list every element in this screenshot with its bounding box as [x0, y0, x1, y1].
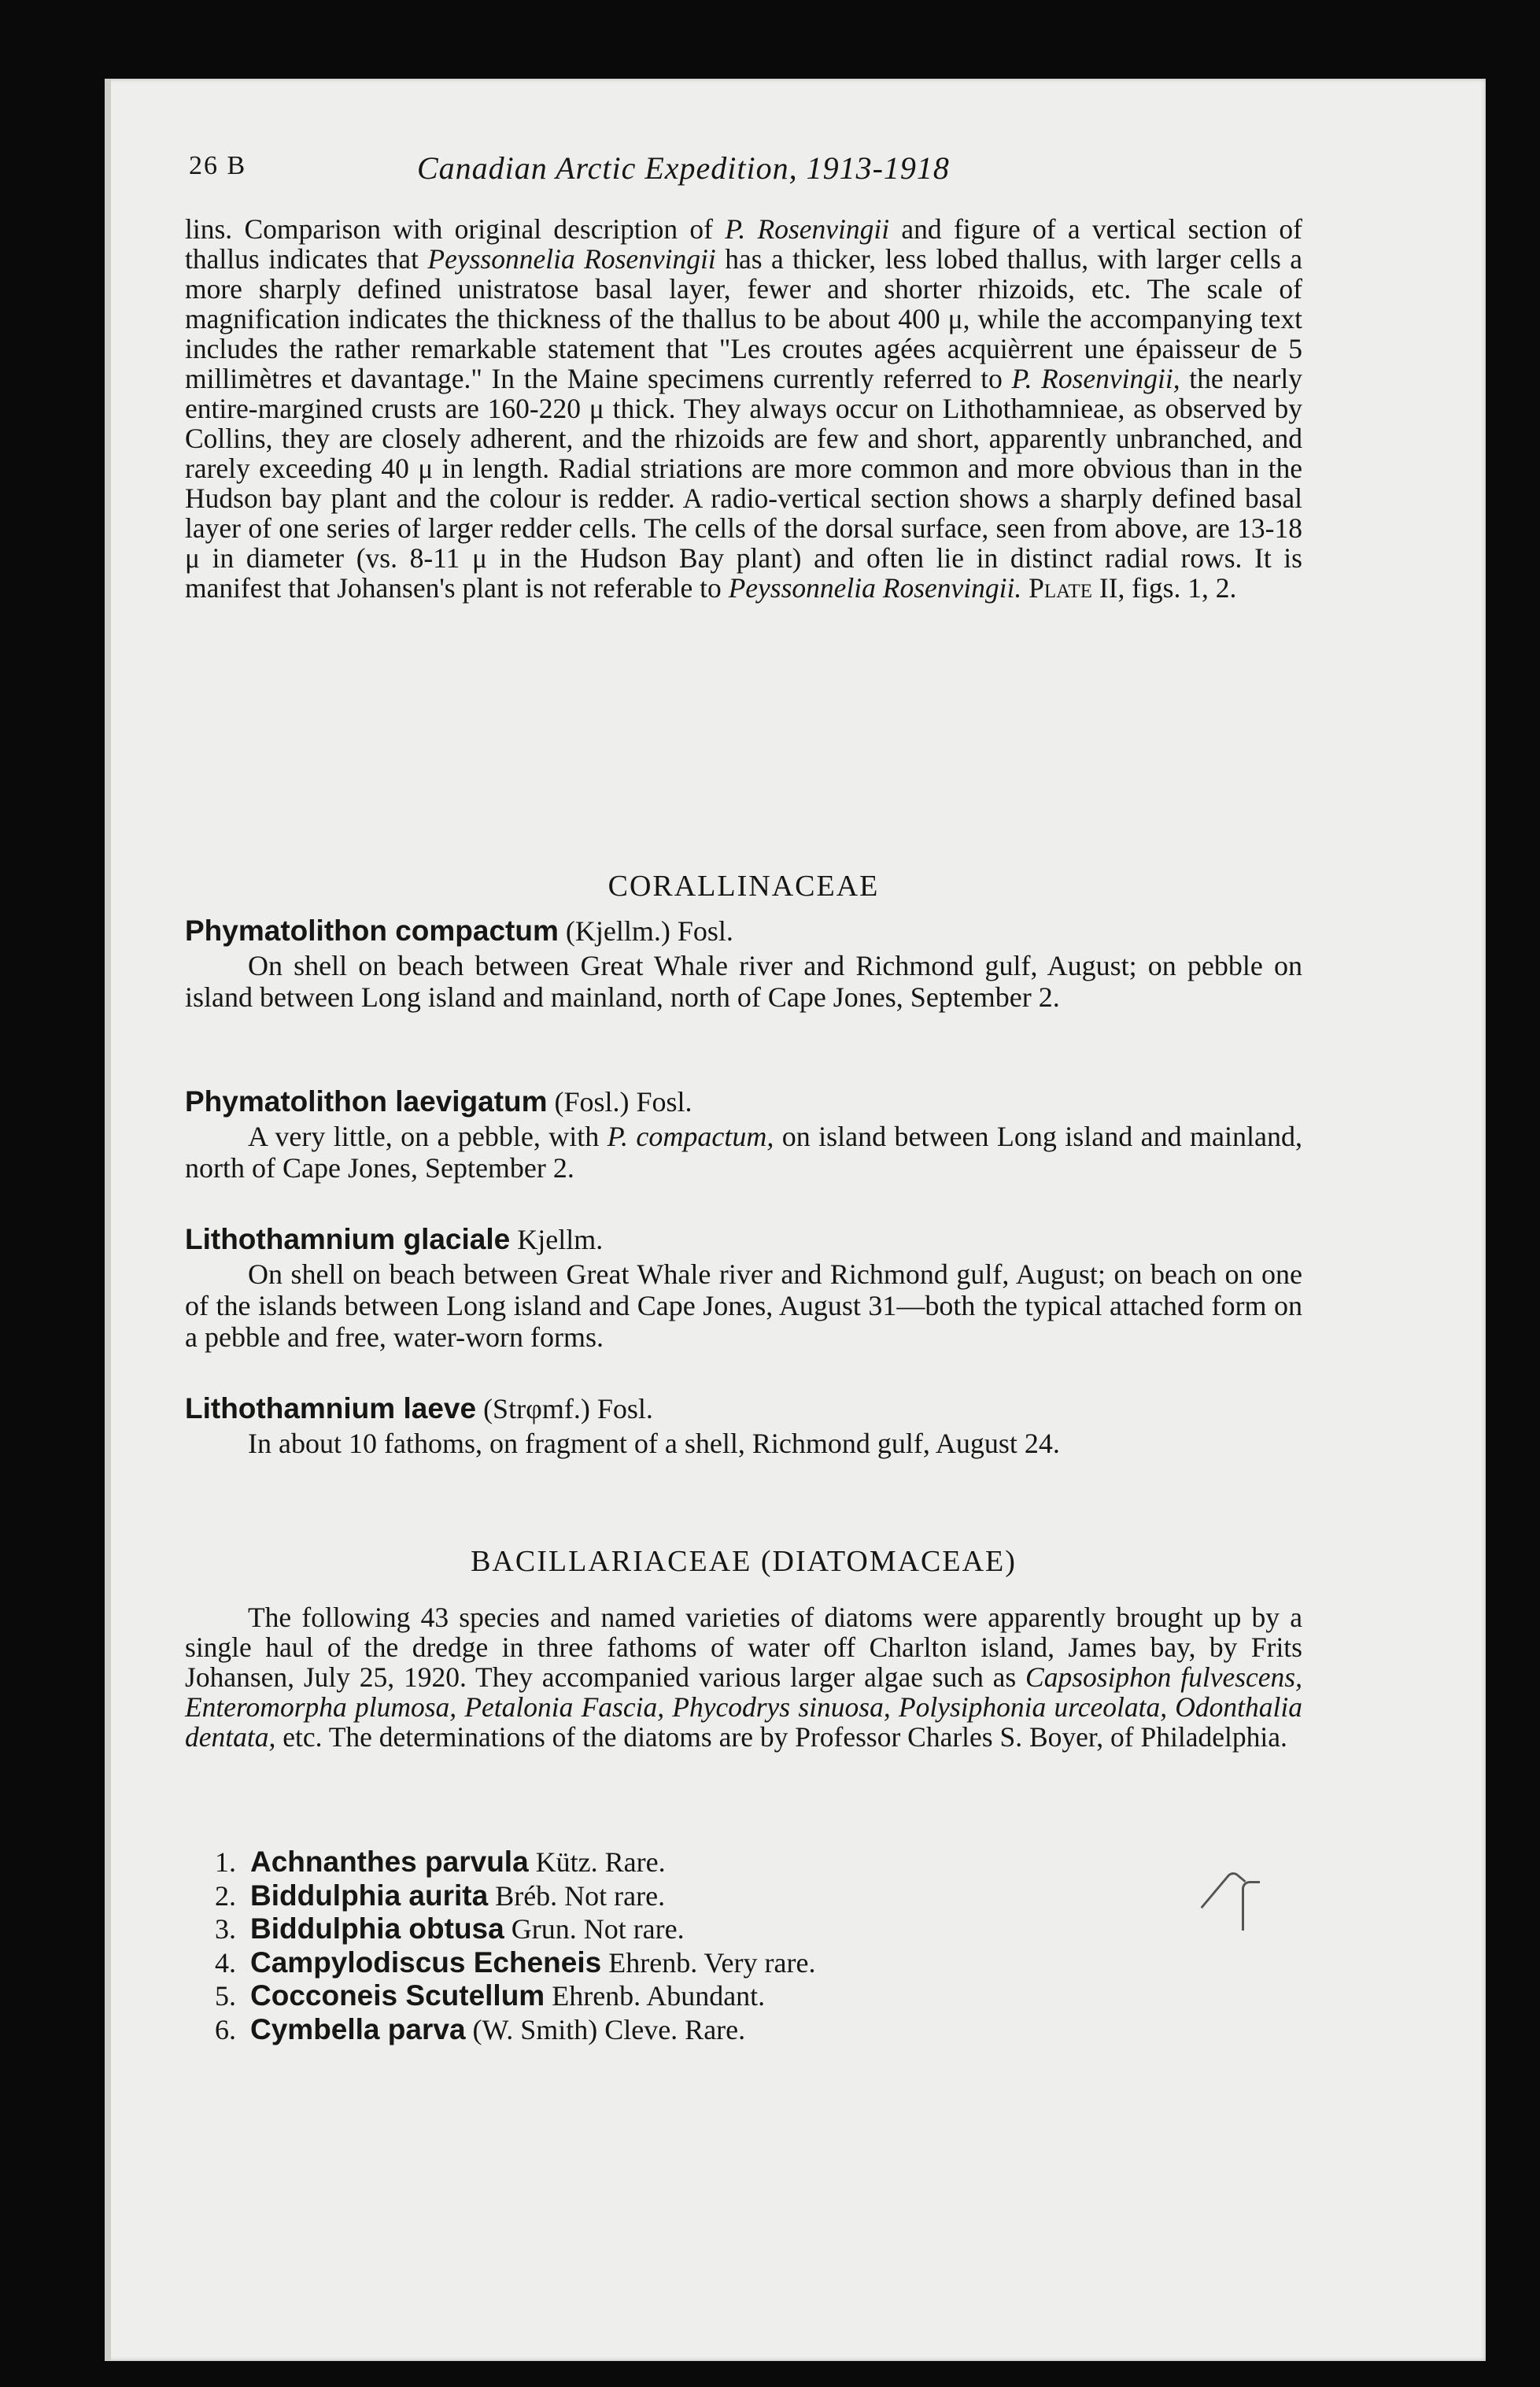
paragraph [185, 1602, 1302, 1752]
species-authority: (Kjellm.) Fosl. [558, 915, 733, 947]
scan-artifact-mark [1242, 1881, 1260, 1931]
species-authority: Kjellm. [510, 1224, 604, 1255]
italic-text-run: P. compactum, [607, 1121, 774, 1152]
text-run: on island between Long island and mainland, north of Cape Jones, September 2. [185, 1121, 1302, 1184]
item-number: 4. [215, 1946, 236, 1979]
text-run: etc. The determinations of the diatoms are by Professor Charles S. Boyer, of Philadelphia. [275, 1721, 1287, 1753]
species-title [185, 1086, 1302, 1118]
paragraph [185, 214, 1302, 603]
running-title: Canadian Arctic Expedition, 1913-1918 [417, 150, 950, 186]
species-entry [185, 1224, 1302, 1353]
list-item [195, 2013, 1061, 2047]
italic-text-run: P. Rosenvingii, [1011, 363, 1180, 394]
diatom-species-list [195, 1846, 1061, 2046]
diatom-intro-paragraph [185, 1602, 1302, 1752]
species-note: Ehrenb. Abundant. [545, 1980, 766, 2012]
species-entry [185, 1393, 1302, 1459]
species-note: Grun. Not rare. [504, 1913, 685, 1945]
item-number: 1. [215, 1846, 236, 1878]
species-entry [185, 915, 1302, 1013]
species-name: Lithothamnium laeve [185, 1392, 477, 1424]
intro-paragraph [185, 214, 1302, 603]
section-heading-bacillariaceae: BACILLARIACEAE (DIATOMACEAE) [471, 1545, 1017, 1578]
text-run: the nearly entire-margined crusts are 160-220 μ thick. They always occur on Lithothamnieae, as observed by Collins, they are closely adherent, and the rhizoids are few and short, apparently unbranched, and rarely exceeding 40 μ in length. Radial striations are more common and more obvious than in the Hudson bay plant and the colour is redder. A radio-vertical section shows a sharply defined basal layer of one series of larger redder cells. The cells of the dorsal surface, seen from above, are 13-18 μ in diameter (vs. 8-11 μ in the Hudson Bay plant) and often lie in distinct radial rows. It is manifest that Johansen's plant is not referable to [185, 363, 1302, 604]
italic-text-run: P. Rosenvingii [725, 213, 890, 245]
species-name: Biddulphia aurita [250, 1879, 489, 1912]
text-run [1021, 572, 1029, 604]
item-number: 2. [215, 1879, 236, 1912]
section-heading-corallinaceae: CORALLINACEAE [608, 870, 880, 903]
species-name: Cocconeis Scutellum [250, 1979, 545, 2012]
species-title [185, 1393, 1302, 1424]
text-run: has a thicker, less lobed thallus, with larger cells a more sharply defined unistratose basal layer, fewer and shorter rhizoids, etc. The scale of magnification indicates the thickness of the thallus to be about 400 μ, while the accompanying text includes the rather remarkable statement that "Les croutes agées acquièrrent une épaisseur de 5 millimètres et davantage." In the Maine specimens currently referred to [185, 243, 1302, 394]
text-run: lins. Comparison with original description of [185, 213, 726, 245]
list-item [195, 1846, 1061, 1879]
species-name: Phymatolithon compactum [185, 915, 559, 947]
species-name: Campylodiscus Echeneis [250, 1945, 602, 1979]
species-title [185, 1224, 1302, 1255]
italic-text-run: Capsosiphon fulvescens, Enteromorpha plumosa, Petalonia Fascia, Phycodrys sinuosa, Polysiphonia urceolata, Odonthalia dentata, [185, 1661, 1302, 1753]
text-run: and figure of a vertical section of thallus indicates that [185, 213, 1302, 275]
species-entry [185, 1086, 1302, 1184]
item-number: 6. [215, 2013, 236, 2045]
page-header [189, 151, 1208, 192]
item-number: 5. [215, 1980, 236, 2012]
list-item [195, 1946, 1061, 1980]
species-note: Ehrenb. Very rare. [601, 1946, 816, 1979]
species-description: In about 10 fathoms, on fragment of a shell, Richmond gulf, August 24. [248, 1428, 1060, 1459]
text-run: II, figs. 1, 2. [1091, 572, 1237, 604]
list-item [195, 1912, 1061, 1946]
species-description: On shell on beach between Great Whale river and Richmond gulf, August; on pebble on island between Long island and mainland, north of Cape Jones, September 2. [185, 950, 1302, 1013]
species-name: Lithothamnium glaciale [185, 1223, 511, 1255]
species-name: Achnanthes parvula [250, 1846, 529, 1878]
species-description: On shell on beach between Great Whale river and Richmond gulf, August; on beach on one of the islands between Long island and Cape Jones, August 31—both the typical attached form on a pebble and free, water-worn forms. [185, 1258, 1302, 1353]
species-note: (W. Smith) Cleve. Rare. [465, 2013, 746, 2045]
text-run: The following 43 species and named varieties of diatoms were apparently brought up by a single haul of the dredge in three fathoms of water off Charlton island, James bay, by Frits Johansen, July 25, 1920. They accompanied various larger algae such as [185, 1602, 1302, 1693]
item-number: 3. [215, 1913, 236, 1945]
italic-text-run: Peyssonnelia Rosenvingii [427, 243, 716, 275]
list-item [195, 1879, 1061, 1913]
species-authority: (Strφmf.) Fosl. [476, 1393, 653, 1424]
species-note: Bréb. Not rare. [488, 1879, 666, 1912]
list-item [195, 1979, 1061, 2013]
page-edge [105, 79, 111, 2361]
species-authority: (Fosl.) Fosl. [547, 1086, 692, 1118]
italic-text-run: Peyssonnelia Rosenvingii. [728, 572, 1022, 604]
species-name: Biddulphia obtusa [250, 1912, 504, 1945]
scan-artifact-mark [1200, 1869, 1246, 1919]
species-note: Kütz. Rare. [528, 1846, 666, 1878]
plate-reference: Plate [1029, 572, 1092, 604]
species-description [185, 1121, 1302, 1184]
page-number: 26 B [189, 151, 247, 180]
species-name: Cymbella parva [250, 2012, 466, 2045]
text-run: A very little, on a pebble, with [248, 1121, 608, 1152]
species-name: Phymatolithon laevigatum [185, 1085, 548, 1118]
species-title [185, 915, 1302, 947]
